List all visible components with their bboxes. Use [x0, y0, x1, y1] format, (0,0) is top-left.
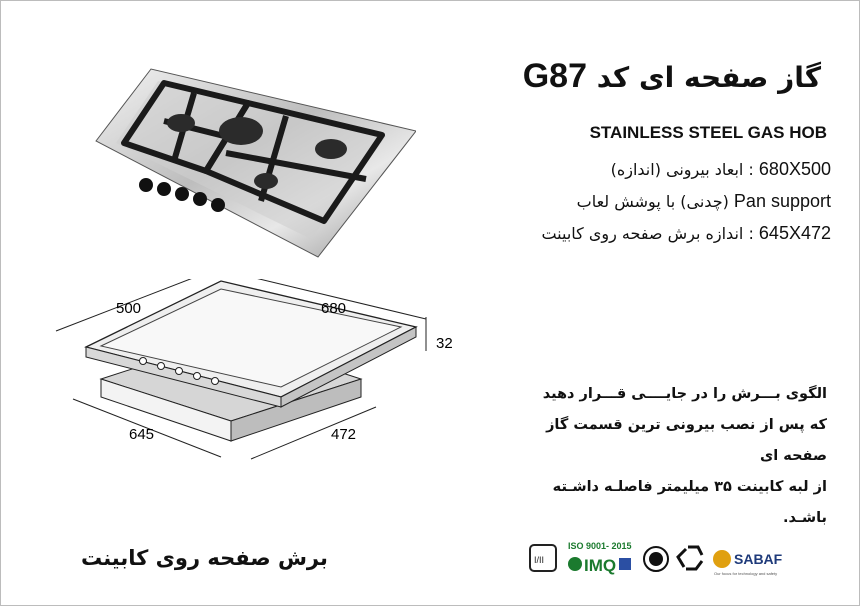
dim-height: 32 [436, 335, 453, 352]
knob-5 [212, 378, 219, 385]
spec-outer-dimensions: 680X500 : ابعاد بیرونی (اندازه) [610, 159, 831, 179]
svg-text:Our focus for technology and s: Our focus for technology and safety [714, 571, 778, 576]
dim-cut-depth: 472 [331, 426, 357, 443]
knob-1 [140, 358, 147, 365]
cutout-caption: برش صفحه روی کابینت [81, 546, 328, 570]
dim-depth: 500 [116, 300, 142, 317]
recycle-icon [678, 547, 702, 569]
svg-text:I/II: I/II [534, 555, 545, 565]
knob-4 [194, 373, 201, 380]
certification-seal-icon [644, 547, 668, 571]
iso-imq-logo [568, 541, 632, 575]
installation-note [507, 379, 827, 534]
knob-3 [176, 368, 183, 375]
knob-2 [158, 363, 165, 370]
svg-text:SABAF: SABAF [734, 551, 783, 567]
note-line-3: از لبه کابینت ۳۵ میلیمتر فاصلـه داشـته باشـد. [552, 479, 827, 526]
product-subtitle: STAINLESS STEEL GAS HOB [589, 123, 827, 142]
dim-cut-width: 645 [129, 426, 155, 443]
gas-hob-photo [86, 61, 416, 261]
sabaf-logo [713, 550, 783, 576]
note-line-1: الگوی بـــرش را در جایــــی قـــرار دهید [542, 386, 827, 402]
certification-logos [528, 539, 798, 577]
dimension-diagram [31, 279, 471, 479]
title-prefix: گاز صفحه ای کد [596, 61, 821, 94]
gas-standard-icon [530, 545, 556, 571]
spec-pan-support: Pan support (چدنی) با پوشش لعاب [576, 191, 831, 211]
svg-text:ISO 9001- 2015: ISO 9001- 2015 [568, 541, 632, 551]
svg-text:IMQ: IMQ [584, 556, 617, 575]
page-title [523, 57, 821, 96]
model-code: G87 [522, 57, 587, 95]
note-line-2: که پس از نصب بیرونی ترین قسمت گاز صفحه ای [546, 417, 827, 464]
dim-width: 680 [321, 300, 347, 317]
spec-cutout-size: 645X472 : اندازه برش صفحه روی کابینت [541, 223, 831, 243]
